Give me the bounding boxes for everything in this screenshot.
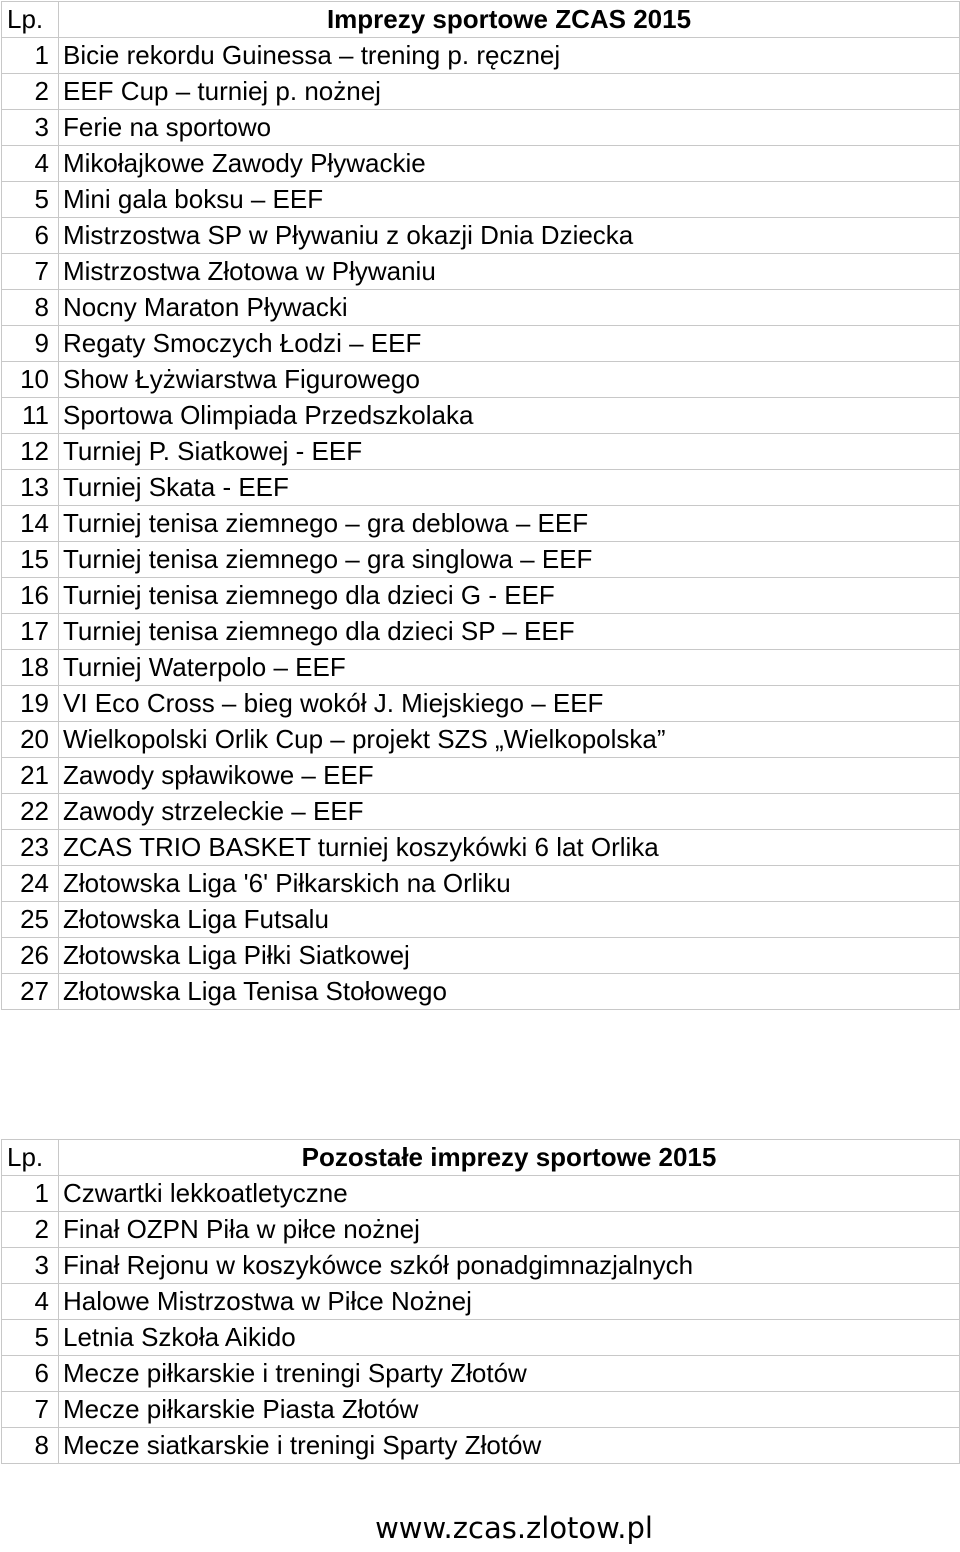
row-number: 23 (2, 830, 59, 866)
event-name: Mistrzostwa SP w Pływaniu z okazji Dnia Dziecka (59, 218, 960, 254)
row-number: 22 (2, 794, 59, 830)
row-number: 7 (2, 254, 59, 290)
event-name: Mikołajkowe Zawody Pływackie (59, 146, 960, 182)
event-name: Turniej tenisa ziemnego dla dzieci SP – EEF (59, 614, 960, 650)
table-row (2, 830, 960, 866)
row-number: 10 (2, 362, 59, 398)
row-number: 5 (2, 1320, 59, 1356)
row-number: 9 (2, 326, 59, 362)
row-number: 21 (2, 758, 59, 794)
row-number: 25 (2, 902, 59, 938)
table-row (2, 938, 960, 974)
events-table-body (2, 2, 960, 1010)
table-header-row (2, 2, 960, 38)
row-number: 6 (2, 218, 59, 254)
row-number: 3 (2, 110, 59, 146)
event-name: Wielkopolski Orlik Cup – projekt SZS „Wielkopolska” (59, 722, 960, 758)
table-row (2, 1284, 960, 1320)
event-name: Letnia Szkoła Aikido (59, 1320, 960, 1356)
row-number: 20 (2, 722, 59, 758)
event-name: Finał OZPN Piła w piłce nożnej (59, 1212, 960, 1248)
row-number: 27 (2, 974, 59, 1010)
row-number: 3 (2, 1248, 59, 1284)
table-row (2, 1356, 960, 1392)
event-name: Finał Rejonu w koszykówce szkół ponadgimnazjalnych (59, 1248, 960, 1284)
table-row (2, 398, 960, 434)
event-name: Złotowska Liga Tenisa Stołowego (59, 974, 960, 1010)
event-name: Sportowa Olimpiada Przedszkolaka (59, 398, 960, 434)
row-number: 6 (2, 1356, 59, 1392)
row-number: 8 (2, 290, 59, 326)
event-name: Mini gala boksu – EEF (59, 182, 960, 218)
table-row (2, 1392, 960, 1428)
event-name: Turniej P. Siatkowej - EEF (59, 434, 960, 470)
row-number: 5 (2, 182, 59, 218)
event-name: Zawody spławikowe – EEF (59, 758, 960, 794)
table-title: Pozostałe imprezy sportowe 2015 (59, 1140, 960, 1176)
column-header-lp: Lp. (2, 2, 59, 38)
table-row (2, 722, 960, 758)
table-row (2, 110, 960, 146)
row-number: 11 (2, 398, 59, 434)
row-number: 18 (2, 650, 59, 686)
event-name: Złotowska Liga Futsalu (59, 902, 960, 938)
table-row (2, 1212, 960, 1248)
event-name: Złotowska Liga '6' Piłkarskich na Orliku (59, 866, 960, 902)
row-number: 4 (2, 146, 59, 182)
table-row (2, 182, 960, 218)
table-row (2, 1428, 960, 1464)
row-number: 2 (2, 74, 59, 110)
footer-url: www.zcas.zlotow.pl (375, 1511, 653, 1545)
event-name: Czwartki lekkoatletyczne (59, 1176, 960, 1212)
events-table-other-2015 (1, 1139, 960, 1464)
table-row (2, 290, 960, 326)
event-name: Mecze piłkarskie Piasta Złotów (59, 1392, 960, 1428)
row-number: 7 (2, 1392, 59, 1428)
event-name: Regaty Smoczych Łodzi – EEF (59, 326, 960, 362)
events-table-body (2, 1140, 960, 1464)
table-row (2, 578, 960, 614)
table-row (2, 794, 960, 830)
row-number: 16 (2, 578, 59, 614)
row-number: 26 (2, 938, 59, 974)
table-header-row (2, 1140, 960, 1176)
table-row (2, 614, 960, 650)
table-row (2, 974, 960, 1010)
table-row (2, 686, 960, 722)
table-row (2, 758, 960, 794)
table-row (2, 434, 960, 470)
event-name: Turniej Waterpolo – EEF (59, 650, 960, 686)
row-number: 2 (2, 1212, 59, 1248)
event-name: Mistrzostwa Złotowa w Pływaniu (59, 254, 960, 290)
event-name: Ferie na sportowo (59, 110, 960, 146)
row-number: 17 (2, 614, 59, 650)
row-number: 14 (2, 506, 59, 542)
table-row (2, 1176, 960, 1212)
event-name: Mecze siatkarskie i treningi Sparty Złotów (59, 1428, 960, 1464)
event-name: Złotowska Liga Piłki Siatkowej (59, 938, 960, 974)
event-name: Bicie rekordu Guinessa – trening p. ręcznej (59, 38, 960, 74)
table-row (2, 650, 960, 686)
event-name: Halowe Mistrzostwa w Piłce Nożnej (59, 1284, 960, 1320)
table-row (2, 542, 960, 578)
event-name: Turniej Skata - EEF (59, 470, 960, 506)
event-name: Zawody strzeleckie – EEF (59, 794, 960, 830)
table-row (2, 74, 960, 110)
row-number: 1 (2, 1176, 59, 1212)
table-row (2, 1320, 960, 1356)
row-number: 4 (2, 1284, 59, 1320)
table-row (2, 506, 960, 542)
table-row (2, 146, 960, 182)
event-name: Show Łyżwiarstwa Figurowego (59, 362, 960, 398)
table-row (2, 254, 960, 290)
row-number: 15 (2, 542, 59, 578)
event-name: Turniej tenisa ziemnego – gra singlowa – EEF (59, 542, 960, 578)
table-row (2, 326, 960, 362)
row-number: 24 (2, 866, 59, 902)
table-row (2, 866, 960, 902)
event-name: ZCAS TRIO BASKET turniej koszykówki 6 lat Orlika (59, 830, 960, 866)
table-row (2, 218, 960, 254)
event-name: EEF Cup – turniej p. nożnej (59, 74, 960, 110)
events-table-zcas-2015 (1, 1, 960, 1010)
table-row (2, 362, 960, 398)
table-row (2, 470, 960, 506)
row-number: 8 (2, 1428, 59, 1464)
event-name: Turniej tenisa ziemnego dla dzieci G - EEF (59, 578, 960, 614)
column-header-lp: Lp. (2, 1140, 59, 1176)
event-name: VI Eco Cross – bieg wokół J. Miejskiego – EEF (59, 686, 960, 722)
table-row (2, 902, 960, 938)
table-title: Imprezy sportowe ZCAS 2015 (59, 2, 960, 38)
table-row (2, 38, 960, 74)
event-name: Nocny Maraton Pływacki (59, 290, 960, 326)
event-name: Mecze piłkarskie i treningi Sparty Złotów (59, 1356, 960, 1392)
row-number: 1 (2, 38, 59, 74)
table-row (2, 1248, 960, 1284)
row-number: 13 (2, 470, 59, 506)
event-name: Turniej tenisa ziemnego – gra deblowa – EEF (59, 506, 960, 542)
row-number: 12 (2, 434, 59, 470)
row-number: 19 (2, 686, 59, 722)
